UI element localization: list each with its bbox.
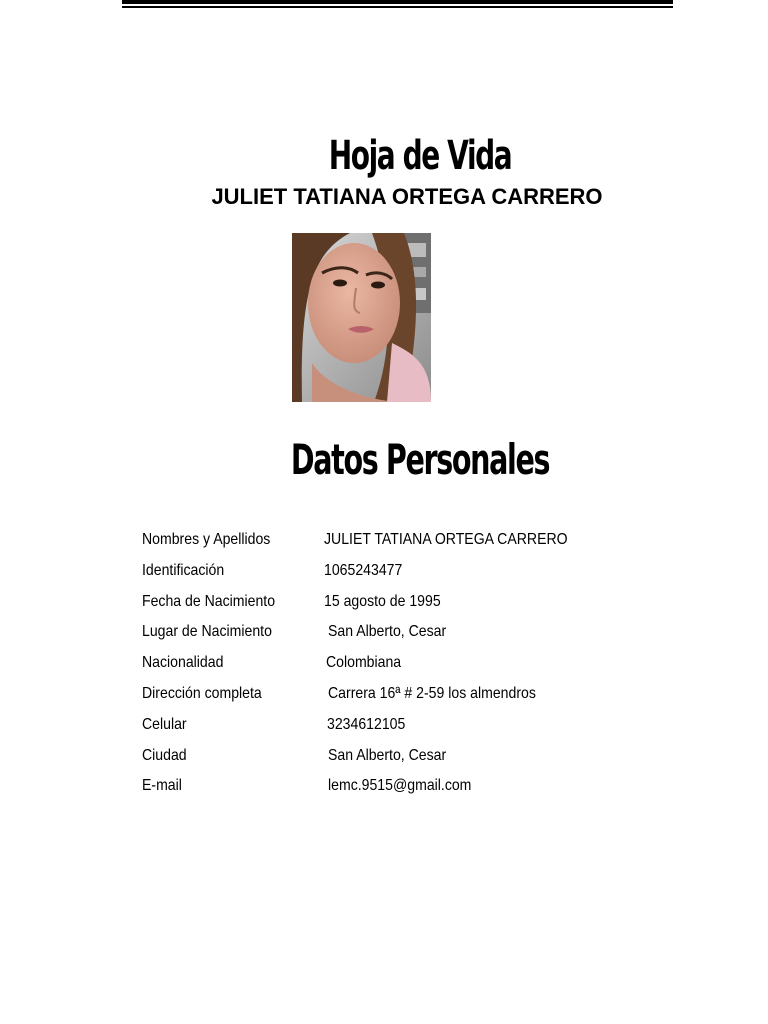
info-value: 1065243477 xyxy=(324,561,403,579)
header-rule-thin xyxy=(122,6,673,8)
info-label: Lugar de Nacimiento xyxy=(142,623,272,641)
info-label: Dirección completa xyxy=(142,684,262,702)
info-row-ciudad xyxy=(142,741,662,772)
profile-photo xyxy=(292,233,431,402)
info-row-nacionalidad xyxy=(142,648,662,679)
info-value: Carrera 16ª # 2-59 los almendros xyxy=(328,684,536,702)
info-value: San Alberto, Cesar xyxy=(328,623,447,641)
info-row-nombres xyxy=(142,525,662,556)
info-label: Identificación xyxy=(142,561,225,579)
header-rule-thick xyxy=(122,0,673,4)
info-label: Nacionalidad xyxy=(142,654,224,672)
info-row-celular xyxy=(142,710,662,741)
info-label: Nombres y Apellidos xyxy=(142,531,271,548)
info-value: 15 agosto de 1995 xyxy=(324,592,441,610)
info-row-identificacion xyxy=(142,556,662,587)
info-row-direccion xyxy=(142,679,662,710)
person-name: JULIET TATIANA ORTEGA CARRERO xyxy=(211,184,603,209)
info-value: lemc.9515@gmail.com xyxy=(328,777,472,795)
info-label: Celular xyxy=(142,715,187,733)
info-value: JULIET TATIANA ORTEGA CARRERO xyxy=(324,531,568,548)
info-label: E-mail xyxy=(142,777,182,795)
info-row-fecha-nacimiento xyxy=(142,587,662,618)
info-value: 3234612105 xyxy=(327,715,406,733)
info-row-email xyxy=(142,771,662,802)
info-value: Colombiana xyxy=(326,654,402,672)
info-label: Fecha de Nacimiento xyxy=(142,592,276,610)
info-value: San Alberto, Cesar xyxy=(328,746,447,764)
info-row-lugar-nacimiento xyxy=(142,617,662,648)
personal-data-table xyxy=(142,525,662,802)
document-title: Hoja de Vida xyxy=(328,133,512,179)
section-title: Datos Personales xyxy=(290,435,550,484)
info-label: Ciudad xyxy=(142,746,187,764)
